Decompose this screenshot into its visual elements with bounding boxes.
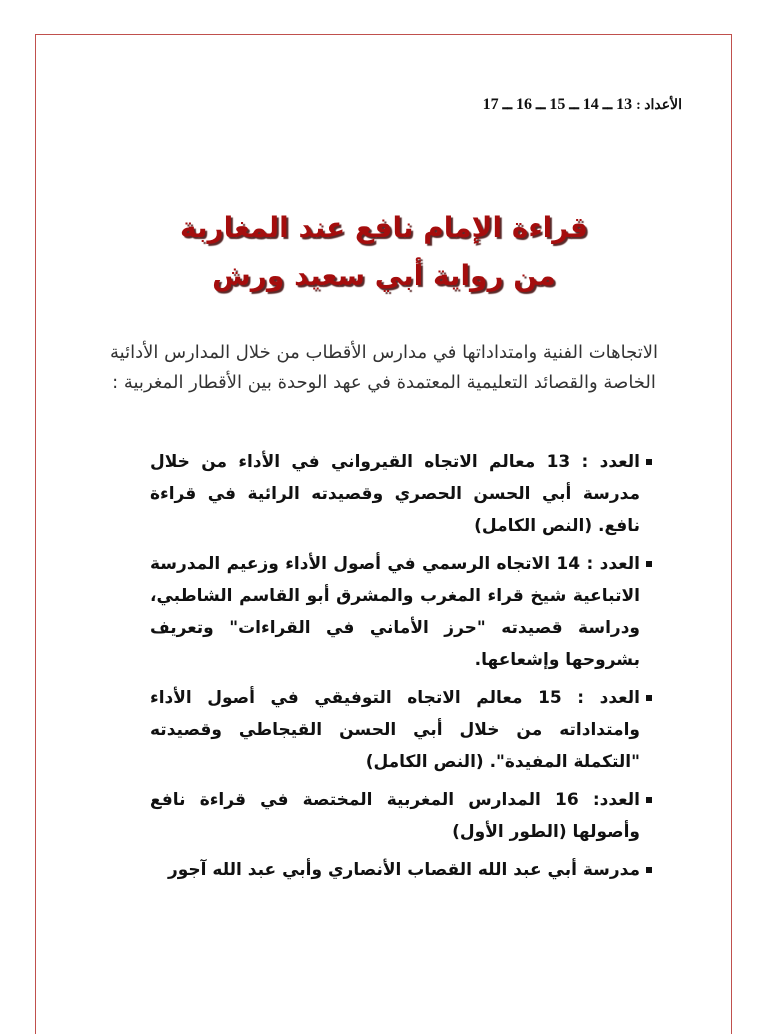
title-line-1: قراءة الإمام نافع عند المغاربة [179, 211, 589, 244]
issues-label: الأعداد : [636, 98, 682, 113]
square-bullet-icon [646, 867, 652, 873]
list-item: العدد : 13 معالم الاتجاه القيرواني في الأداء من خلال مدرسة أبي الحسن الحصري وقصيدته الرائية في قراءة نافع. (النص الكامل) [150, 446, 650, 542]
intro-paragraph: الاتجاهات الفنية وامتداداتها في مدارس الأقطاب من خلال المدارس الأدائية الخاصة والقصائد التعليمية المعتمدة في عهد الوحدة بين الأقطار المغربية : [109, 342, 659, 393]
square-bullet-icon [646, 561, 652, 567]
issues-line [483, 94, 682, 114]
title-line-2: من رواية أبي سعيد ورش [212, 259, 556, 292]
list-item: العدد : 15 معالم الاتجاه التوفيقي في أصول الأداء وامتداداته من خلال أبي الحسن القيجاطي وقصيدته "التكملة المفيدة". (النص الكامل) [150, 682, 650, 778]
issues-list [150, 446, 650, 892]
list-item: العدد: 16 المدارس المغربية المختصة في قراءة نافع وأصولها (الطور الأول) [150, 784, 650, 848]
issues-numbers: 13 ــ 14 ــ 15 ــ 16 ــ 17 [482, 96, 633, 113]
list-item: العدد : 14 الاتجاه الرسمي في أصول الأداء وزعيم المدرسة الاتباعية شيخ قراء المغرب والمشرق أبو القاسم الشاطبي، ودراسة قصيدته "حرز الأماني في القراءات" وتعريف بشروحها وإشعاعها. [150, 548, 650, 676]
square-bullet-icon [646, 797, 652, 803]
square-bullet-icon [646, 695, 652, 701]
square-bullet-icon [646, 459, 652, 465]
list-item: مدرسة أبي عبد الله القصاب الأنصاري وأبي عبد الله آجور [150, 854, 650, 886]
document-title [100, 204, 668, 300]
